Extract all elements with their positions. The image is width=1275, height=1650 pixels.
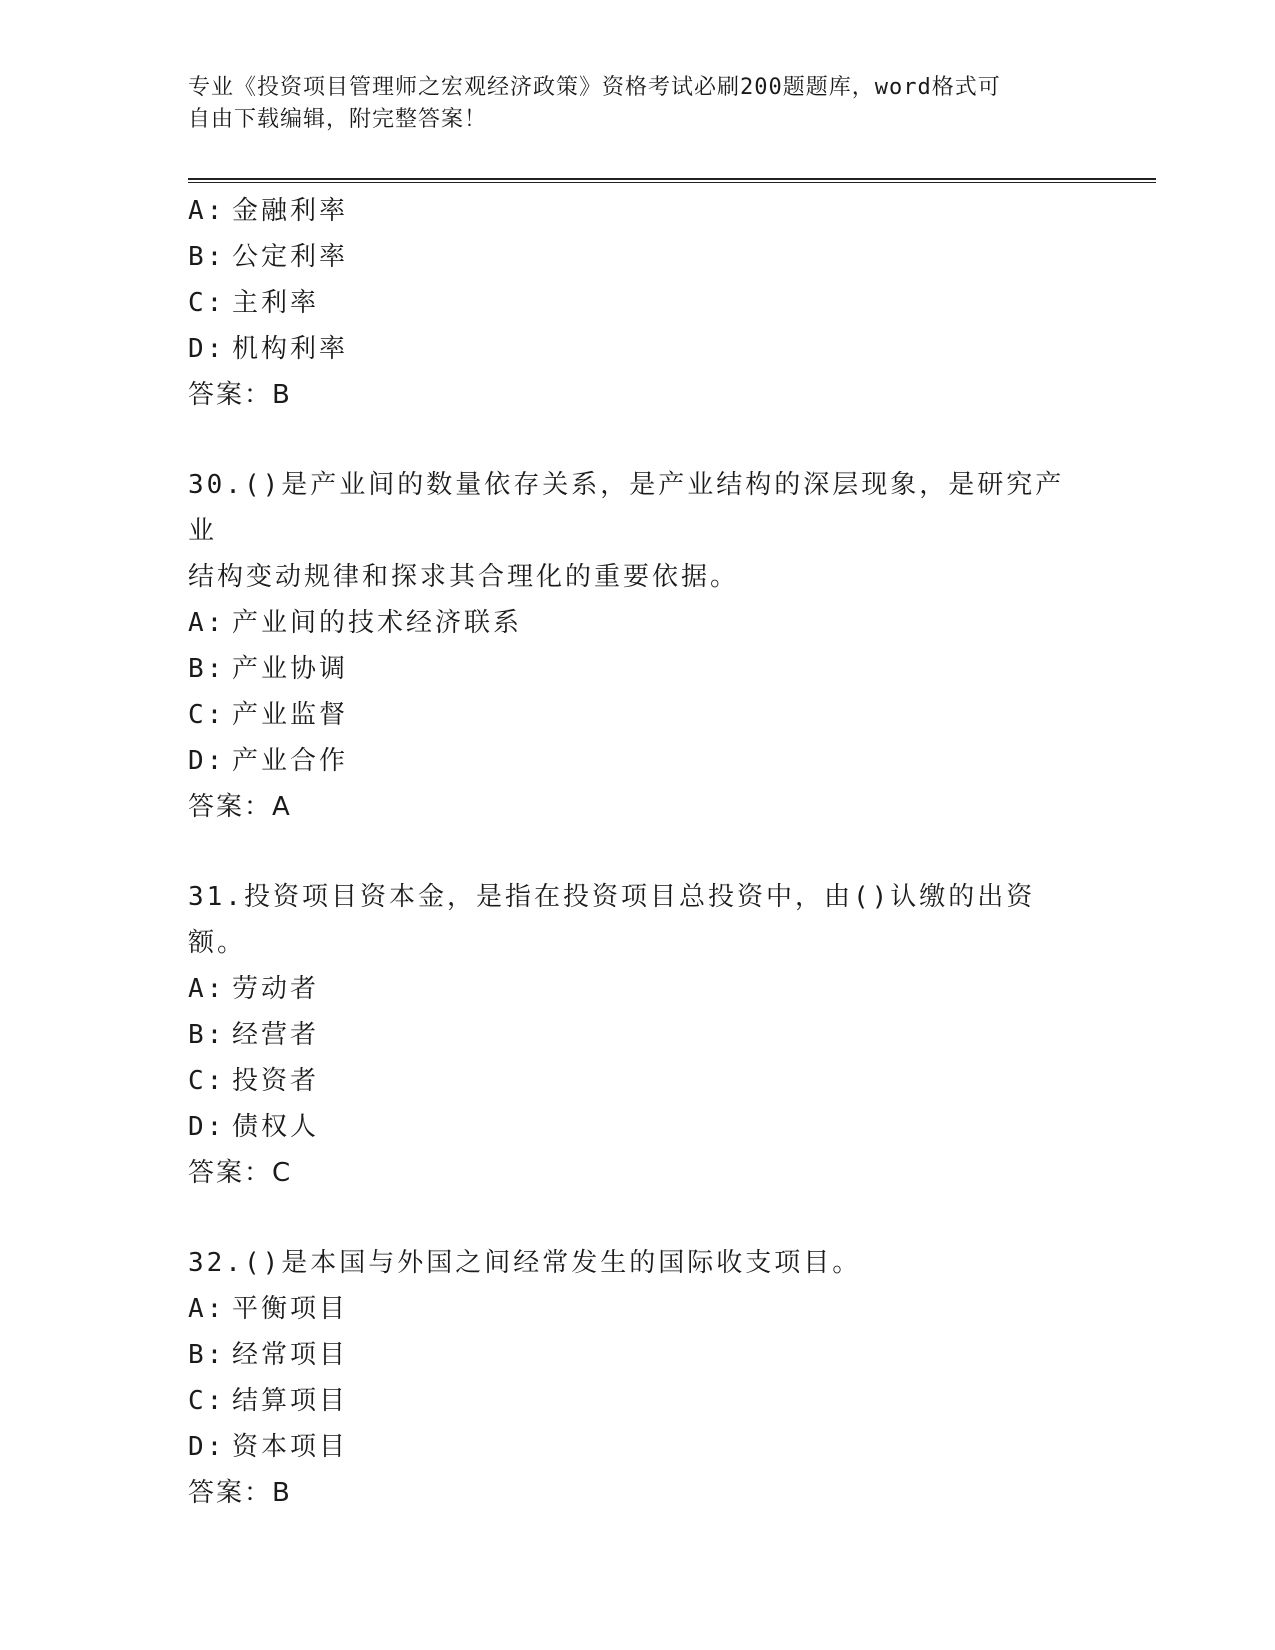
question-29-continued [188,188,1088,418]
option-letter: C: [188,1386,226,1416]
option-d [188,1424,1088,1470]
option-letter: C: [188,700,226,730]
option-text: 金融利率 [232,196,349,226]
option-letter: A: [188,196,226,226]
option-c [188,1378,1088,1424]
option-b [188,646,1088,692]
question-stem-line: 结构变动规律和探求其合理化的重要依据。 [188,562,740,592]
option-text: 产业协调 [232,654,349,684]
answer-line: 答案：A [188,792,292,822]
option-a [188,966,1088,1012]
option-a [188,1286,1088,1332]
question-stem-line: 30.()是产业间的数量依存关系，是产业结构的深层现象，是研究产业 [188,470,1065,546]
option-text: 劳动者 [232,974,320,1004]
question-32 [188,1240,1088,1516]
option-b [188,1012,1088,1058]
option-letter: A: [188,1294,226,1324]
option-d [188,326,1088,372]
option-text: 投资者 [232,1066,320,1096]
option-letter: C: [188,288,226,318]
option-a [188,600,1088,646]
option-a [188,188,1088,234]
option-c [188,1058,1088,1104]
option-letter: B: [188,1340,226,1370]
option-text: 公定利率 [232,242,349,272]
option-text: 产业监督 [232,700,349,730]
option-text: 主利率 [232,288,320,318]
option-d [188,1104,1088,1150]
question-stem-line: 32.()是本国与外国之间经常发生的国际收支项目。 [188,1248,862,1278]
answer-line: 答案：B [188,1478,292,1508]
option-text: 机构利率 [232,334,349,364]
document-header [188,72,1068,136]
option-letter: D: [188,1112,226,1142]
option-d [188,738,1088,784]
option-letter: A: [188,608,226,638]
option-letter: A: [188,974,226,1004]
header-title-line-2: 自由下载编辑，附完整答案！ [188,107,488,132]
option-letter: C: [188,1066,226,1096]
option-b [188,1332,1088,1378]
option-letter: B: [188,242,226,272]
option-text: 产业间的技术经济联系 [232,608,523,638]
answer-line: 答案：C [188,1158,293,1188]
question-stem-line: 31.投资项目资本金，是指在投资项目总投资中，由()认缴的出资额。 [188,882,1036,958]
header-title-line-1: 专业《投资项目管理师之宏观经济政策》资格考试必刷200题题库，word格式可 [188,75,1001,100]
option-letter: D: [188,334,226,364]
option-text: 平衡项目 [232,1294,349,1324]
option-letter: B: [188,654,226,684]
option-text: 资本项目 [232,1432,349,1462]
option-b [188,234,1088,280]
question-31 [188,874,1088,1196]
question-list [188,188,1088,1516]
option-c [188,692,1088,738]
option-c [188,280,1088,326]
header-divider [188,178,1156,183]
option-text: 经常项目 [232,1340,349,1370]
option-letter: B: [188,1020,226,1050]
question-30 [188,462,1088,830]
option-letter: D: [188,1432,226,1462]
option-text: 经营者 [232,1020,320,1050]
answer-line: 答案：B [188,380,292,410]
option-text: 产业合作 [232,746,349,776]
option-text: 结算项目 [232,1386,349,1416]
option-text: 债权人 [232,1112,320,1142]
option-letter: D: [188,746,226,776]
